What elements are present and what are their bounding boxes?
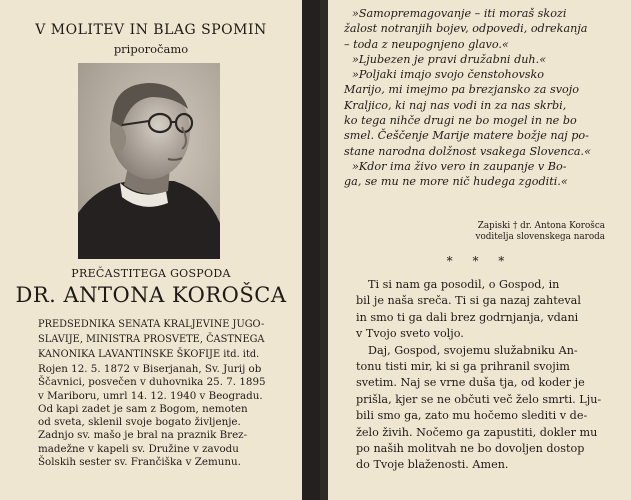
prayer-line: bili smo ga, zato mu hočemo slediti v de- (356, 409, 588, 423)
quote-line: »Samopremagovanje – iti moraš skozi (352, 7, 567, 20)
portrait-photo (78, 63, 220, 259)
prayer-line: prišla, kjer se ne občuti več želo smrti. Lju- (356, 392, 602, 406)
quote-line: Kraljico, ki naj nas vodi in za nas skrbi, (344, 98, 567, 112)
prayer-block (356, 277, 618, 474)
quote-line: »Ljubezen je pravi družabni duh.« (352, 52, 547, 66)
bio-line: Šolskih sester sv. Frančiška v Zemunu. (38, 456, 241, 469)
card-fold-shadow (320, 0, 328, 500)
quote-line: »Kdor ima živo vero in zaupanje v Bo- (352, 159, 567, 173)
bio-line: Ščavnici, posvečen v duhovnika 25. 7. 1895 (38, 376, 266, 389)
prayer-line: Daj, Gospod, svojemu služabniku An- (368, 343, 578, 357)
prayer-line: po naših molitvah ne bo dovoljen dostop (356, 442, 585, 456)
prayer-line: do Tvoje blaženosti. Amen. (356, 458, 509, 472)
source-line: Zapiski † dr. Antona Korošca (477, 221, 605, 231)
prayer-line: v Tvojo sveto voljo. (356, 327, 464, 341)
card-subheading: priporočamo (113, 42, 189, 56)
bio-line: madežne v kapeli sv. Družine v zavodu (38, 442, 239, 455)
prayer-line: svetim. Naj se vrne duša tja, od koder je (356, 376, 585, 390)
bio-line: v Mariboru, umrl 14. 12. 1940 v Beogradu. (38, 389, 263, 402)
title-line: PREDSEDNIKA SENATA KRALJEVINE JUGO- (38, 319, 265, 330)
quote-line: »Poljaki imajo svojo čenstohovsko (352, 68, 545, 82)
title-line: KANONIKA LAVANTINSKE ŠKOFIJE itd. itd. (38, 349, 260, 360)
quote-line: stane narodna dolžnost vsakega Slovenca.« (344, 144, 591, 158)
quote-line: ko tega nihče drugi ne bo mogel in ne bo (344, 114, 577, 128)
prayer-line: bil je naša sreča. Ti si ga nazaj zahteval (356, 294, 581, 308)
bio-line: Zadnjo sv. mašo je bral na praznik Brez- (38, 429, 248, 442)
deceased-name: DR. ANTONA KOROŠCA (15, 283, 287, 307)
quote-line: smel. Češčenje Marije matere božje naj po- (344, 129, 589, 143)
quote-line: Marijo, mi imejmo pa brezjansko za svojo (344, 83, 579, 97)
bio-line: Od kapi zadet je sam z Bogom, nemoten (38, 402, 248, 415)
prayer-line: želo živih. Nočemo ga zapustiti, dokler mu (356, 425, 598, 439)
quote-source (420, 221, 605, 243)
prayer-line: in smo ti ga dali brez godrnjanja, vdani (356, 310, 579, 324)
bio-line: Rojen 12. 5. 1872 v Biserjanah, Sv. Jurij ob (38, 363, 262, 375)
quote-line: ga, se mu ne more nič hudega zgoditi.« (344, 175, 568, 189)
title-line: SLAVIJE, MINISTRA PROSVETE, ČASTNEGA (38, 334, 265, 345)
prayer-line: Ti si nam ga posodil, o Gospod, in (368, 278, 560, 291)
honorific: PREČASTITEGA GOSPODA (71, 267, 231, 280)
portrait-illustration (78, 63, 220, 259)
quotes-block (344, 6, 619, 190)
bio-line: od sveta, sklenil svoje bogato življenje. (38, 416, 241, 429)
card-heading: V MOLITEV IN BLAG SPOMIN (35, 22, 267, 38)
biography-block (38, 363, 288, 469)
prayer-line: tonu tisti mir, ki si ga prihranil svojim (356, 360, 570, 374)
quote-line: žalost notranjih bojev, odpovedi, odrekanja (344, 22, 588, 36)
titles-block (38, 317, 278, 362)
quote-line: – toda z neupognjeno glavo.« (344, 37, 509, 51)
ornament-stars: * * * (446, 254, 513, 268)
source-line: voditelja slovenskega naroda (475, 232, 605, 242)
